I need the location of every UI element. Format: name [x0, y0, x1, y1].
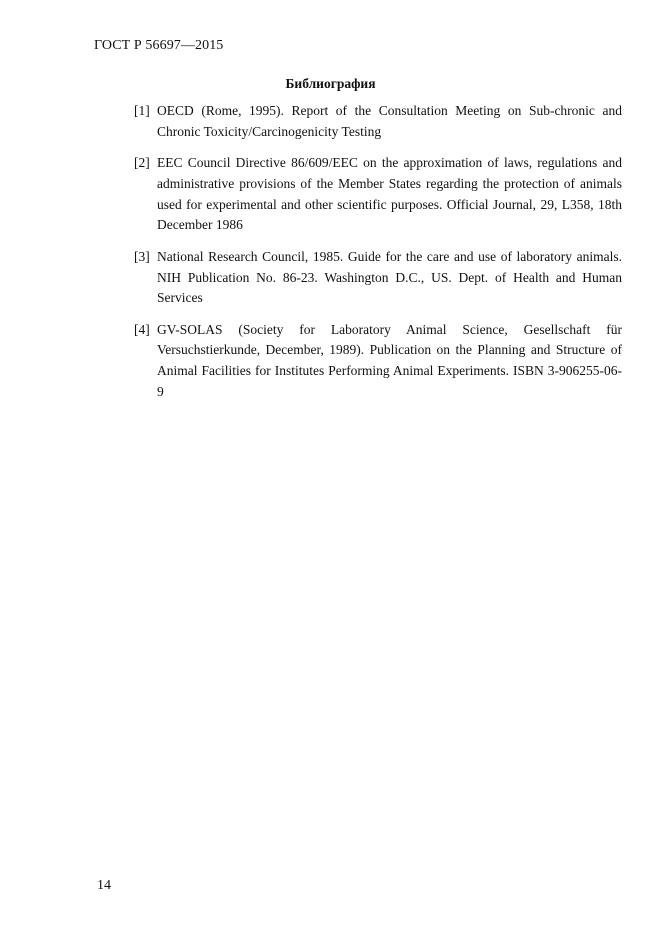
bibliography-entry: [134, 101, 622, 143]
bibliography-entry: [134, 320, 622, 403]
page-number: 14: [97, 878, 111, 893]
entry-text: National Research Council, 1985. Guide for the care and use of laboratory animals. NIH Publication No. 86-23. Washington D.C., US. Dept. of Health and Human Services: [157, 248, 622, 306]
document-header: ГОСТ Р 56697—2015: [94, 38, 224, 53]
entry-text: GV-SOLAS (Society for Laboratory Animal Science, Gesellschaft für Versuchstierkunde, December, 1989). Publication on the Planning and Structure of Animal Facilities for Institutes Performing Animal Experiments. ISBN 3-906255-06-9: [157, 321, 622, 400]
bibliography-entry: [134, 247, 622, 309]
entry-number: [3]: [134, 248, 150, 264]
bibliography-list: [134, 101, 622, 413]
entry-number: [4]: [134, 321, 150, 337]
entry-number: [2]: [134, 155, 150, 171]
bibliography-entry: [134, 153, 622, 236]
entry-text: OECD (Rome, 1995). Report of the Consultation Meeting on Sub-chronic and Chronic Toxicity/Carcinogenicity Testing: [157, 103, 622, 139]
entry-text: EEC Council Directive 86/609/EEC on the approximation of laws, regulations and administrative provisions of the Member States regarding the protection of animals used for experimental and other scientific purposes. Official Journal, 29, L358, 18th December 1986: [157, 155, 622, 233]
bibliography-heading: Библиография: [285, 76, 376, 91]
entry-number: [1]: [134, 103, 150, 118]
